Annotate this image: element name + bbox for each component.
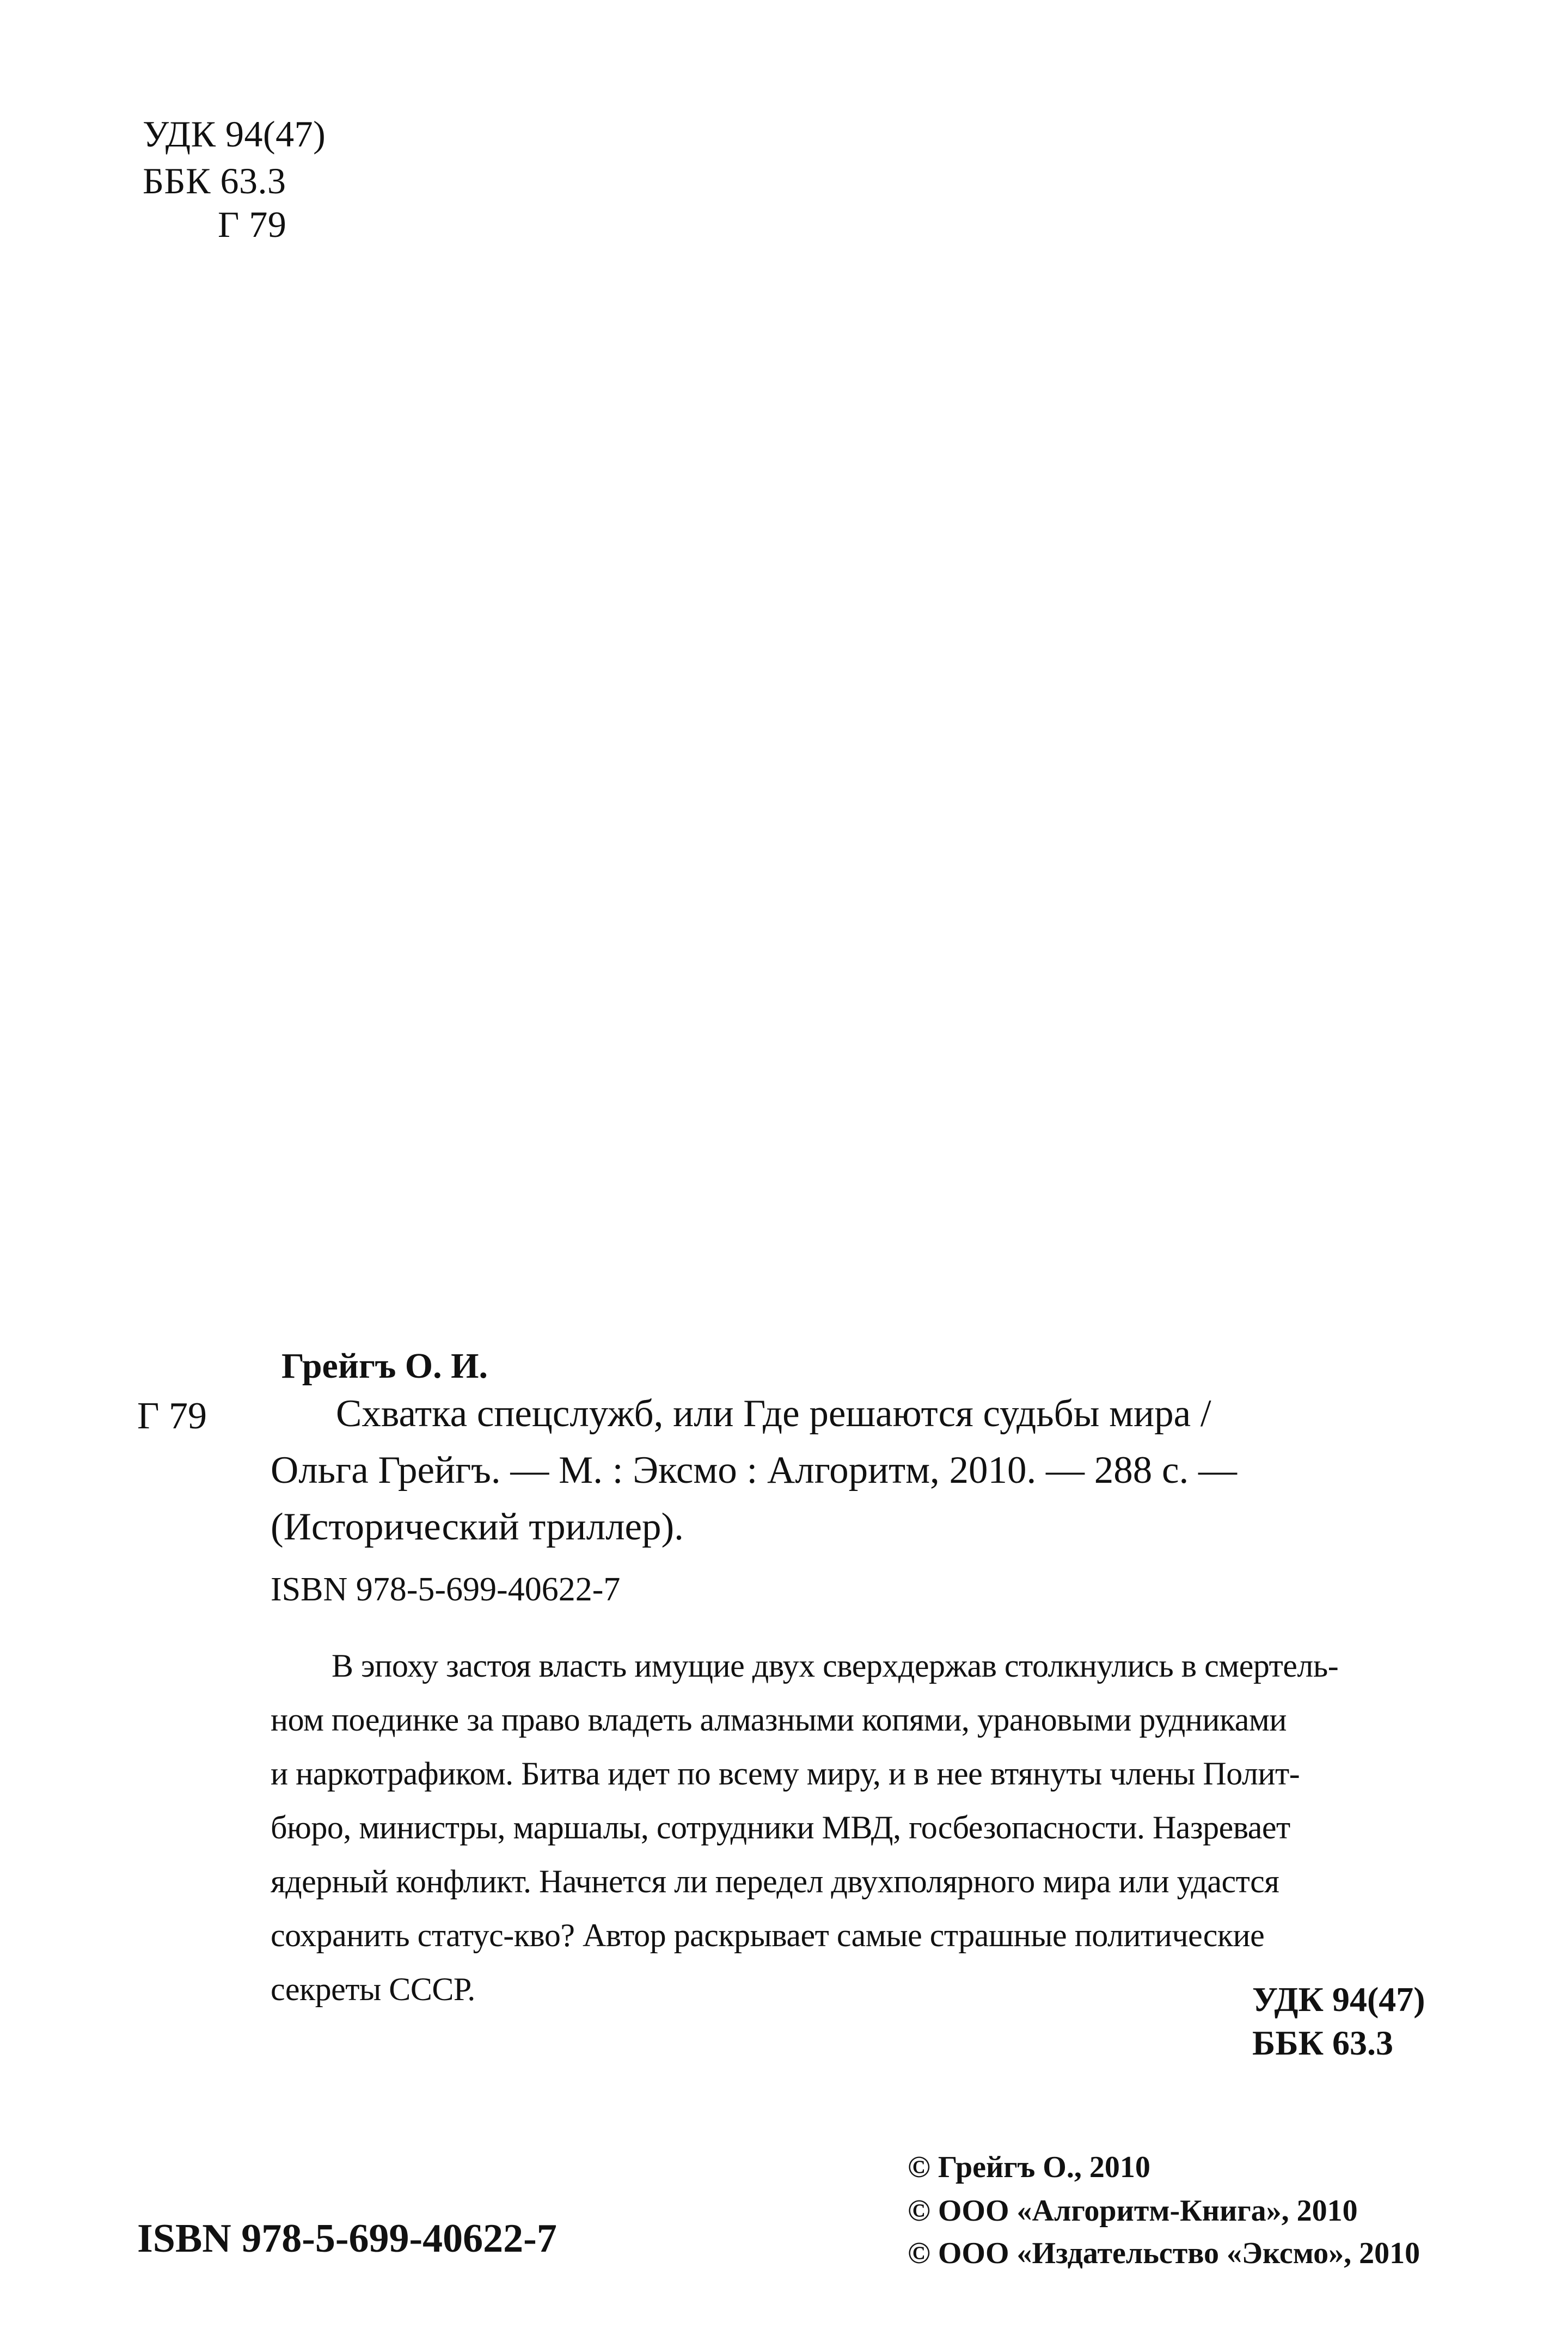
- abstract: [271, 1639, 1451, 2019]
- abstract-line-1: В эпоху застоя власть имущие двух сверхдержав столкнулись в смертель-: [332, 1648, 1339, 1684]
- codes-bbk: ББК 63.3: [1252, 2024, 1394, 2062]
- copyright-author: © Грейгъ О., 2010: [908, 2150, 1150, 2184]
- abstract-line-4: бюро, министры, маршалы, сотрудники МВД, госбезопасности. Назревает: [271, 1810, 1290, 1845]
- card-line-3: (Исторический триллер).: [271, 1506, 684, 1548]
- card-author-mark: Г 79: [137, 1395, 207, 1437]
- footer-isbn: ISBN 978-5-699-40622-7: [137, 2216, 557, 2261]
- copyright-algoritm: © ООО «Алгоритм-Книга», 2010: [908, 2194, 1358, 2228]
- abstract-line-5: ядерный конфликт. Начнется ли передел двухполярного мира или удастся: [271, 1863, 1279, 1899]
- copyright-eksmo: © ООО «Издательство «Эксмо», 2010: [908, 2236, 1420, 2270]
- top-udk: УДК 94(47): [143, 113, 326, 155]
- abstract-line-3: и наркотрафиком. Битва идет по всему миру, и в нее втянуты члены Полит-: [271, 1756, 1300, 1792]
- card-description: [271, 1385, 1447, 1555]
- codes-udk: УДК 94(47): [1252, 1980, 1425, 2019]
- top-author-mark: Г 79: [218, 204, 287, 245]
- card-isbn: ISBN 978-5-699-40622-7: [271, 1571, 621, 1608]
- card-line-1: Схватка спецслужб, или Где решаются судьбы мира /: [336, 1392, 1211, 1435]
- top-bbk: ББК 63.3: [143, 160, 286, 201]
- card-line-2: Ольга Грейгъ. — М. : Эксмо : Алгоритм, 2010. — 288 с. —: [271, 1449, 1238, 1492]
- card-author: Грейгъ О. И.: [281, 1346, 488, 1386]
- abstract-line-6: сохранить статус-кво? Автор раскрывает самые страшные политические: [271, 1917, 1265, 1953]
- abstract-line-2: ном поединке за право владеть алмазными копями, урановыми рудниками: [271, 1702, 1287, 1738]
- abstract-line-7: секреты СССР.: [271, 1971, 475, 2007]
